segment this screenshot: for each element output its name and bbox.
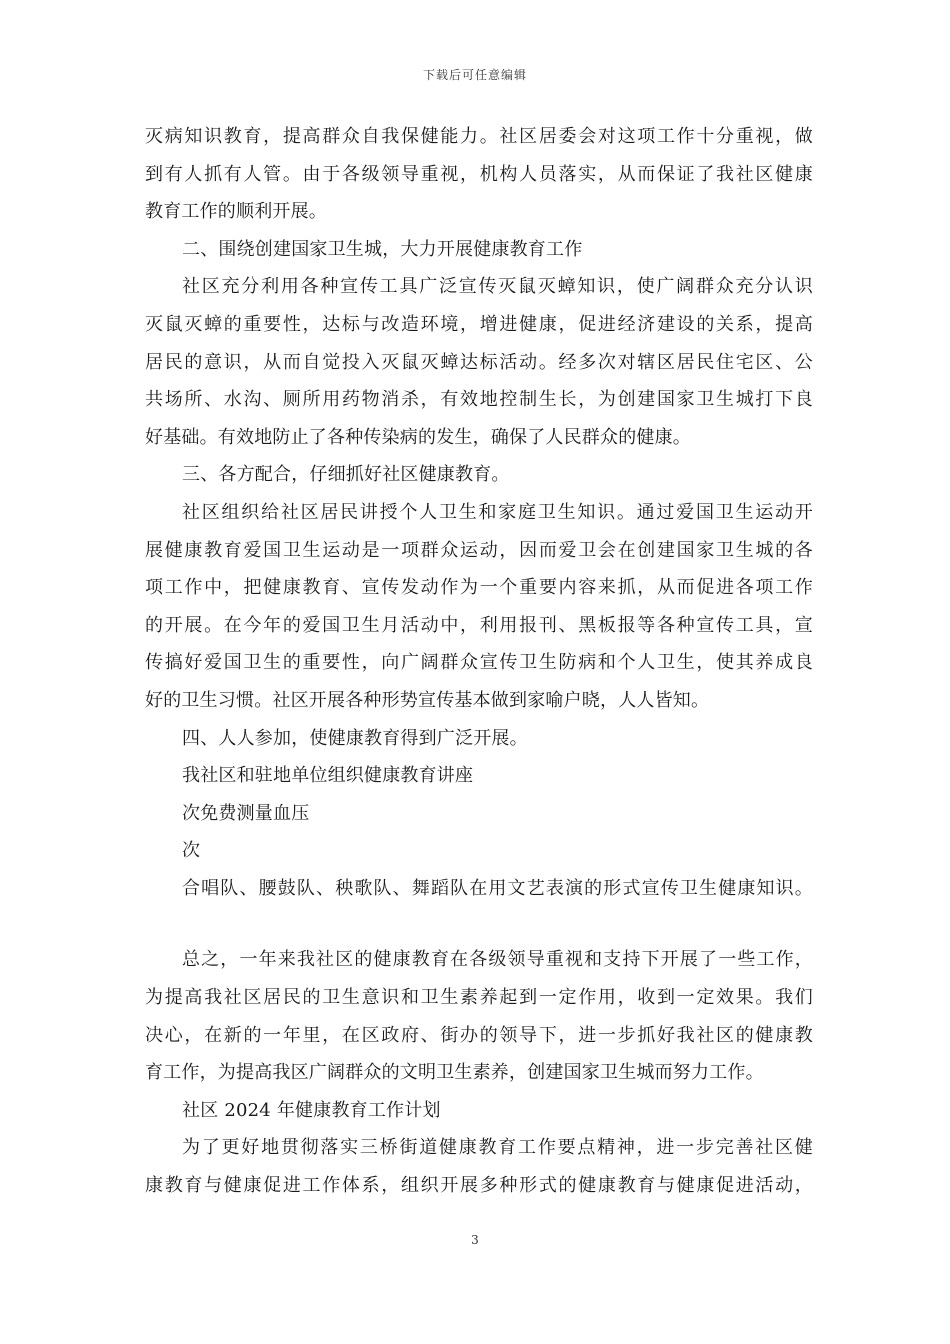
text-line: 到有人抓有人管。由于各级领导重视，机构人员落实，从而保证了我社区健康 [145, 163, 813, 185]
text-line: 合唱队、腰鼓队、秧歌队、舞蹈队在用文艺表演的形式宣传卫生健康知识。 [182, 877, 813, 899]
text-line: 决心，在新的一年里，在区政府、街办的领导下，进一步抓好我社区的健康教 [145, 1024, 813, 1046]
text-line: 教育工作的顺利开展。 [145, 201, 327, 223]
paragraph-gap [145, 907, 813, 941]
text-line: 二、围绕创建国家卫生城，大力开展健康教育工作 [182, 238, 583, 260]
text-line: 育工作，为提高我区广阔群众的文明卫生素养，创建国家卫生城而努力工作。 [145, 1062, 764, 1084]
text-line: 共场所、水沟、厕所用药物消杀，有效地控制生长，为创建国家卫生城打下良 [145, 389, 813, 411]
text-line: 我社区和驻地单位组织健康教育讲座 [182, 765, 474, 787]
text-line: 三、各方配合，仔细抓好社区健康教育。 [182, 464, 510, 486]
text-line: 总之，一年来我社区的健康教育在各级领导重视和支持下开展了一些工作， [182, 949, 813, 971]
text-line: 传搞好爱国卫生的重要性，向广阔群众宣传卫生防病和个人卫生，使其养成良 [145, 652, 813, 674]
text-line: 好基础。有效地防止了各种传染病的发生，确保了人民群众的健康。 [145, 426, 691, 448]
text-line: 为了更好地贯彻落实三桥街道健康教育工作要点精神，进一步完善社区健 [182, 1137, 813, 1159]
text-line: 居民的意识，从而自觉投入灭鼠灭蟑达标活动。经多次对辖区居民住宅区、公 [145, 351, 813, 373]
page-number: 3 [471, 1233, 479, 1247]
text-line: 社区充分利用各种宣传工具广泛宣传灭鼠灭蟑知识，使广阔群众充分认识 [182, 276, 813, 298]
text-line: 展健康教育爱国卫生运动是一项群众运动，因而爱卫会在创建国家卫生城的各 [145, 539, 813, 561]
text-line: 次免费测量血压 [182, 802, 310, 824]
paragraph-block-main [145, 118, 813, 907]
text-line: 四、人人参加，使健康教育得到广泛开展。 [182, 727, 528, 749]
text-line: 项工作中，把健康教育、宣传发动作为一个重要内容来抓，从而促进各项工作 [145, 577, 813, 599]
document-body [145, 118, 813, 1205]
text-line: 灭病知识教育，提高群众自我保健能力。社区居委会对这项工作十分重视，做 [145, 126, 813, 147]
page-header-note: 下载后可任意编辑 [422, 68, 527, 82]
text-line: 社区组织给社区居民讲授个人卫生和家庭卫生知识。通过爱国卫生运动开 [182, 501, 813, 523]
text-line: 的开展。在今年的爱国卫生月活动中，利用报刊、黑板报等各种宣传工具，宣 [145, 614, 813, 636]
text-line: 灭鼠灭蟑的重要性，达标与改造环境，增进健康，促进经济建设的关系，提高 [145, 313, 813, 335]
text-line: 次 [182, 840, 201, 862]
text-line: 为提高我社区居民的卫生意识和卫生素养起到一定作用，收到一定效果。我们 [145, 987, 813, 1009]
text-line: 康教育与健康促进工作体系，组织开展多种形式的健康教育与健康促进活动， [145, 1175, 813, 1197]
paragraph-block-summary [145, 941, 813, 1204]
text-line: 社区 2024 年健康教育工作计划 [182, 1099, 441, 1121]
text-line: 好的卫生习惯。社区开展各种形势宣传基本做到家喻户晓，人人皆知。 [145, 689, 710, 711]
